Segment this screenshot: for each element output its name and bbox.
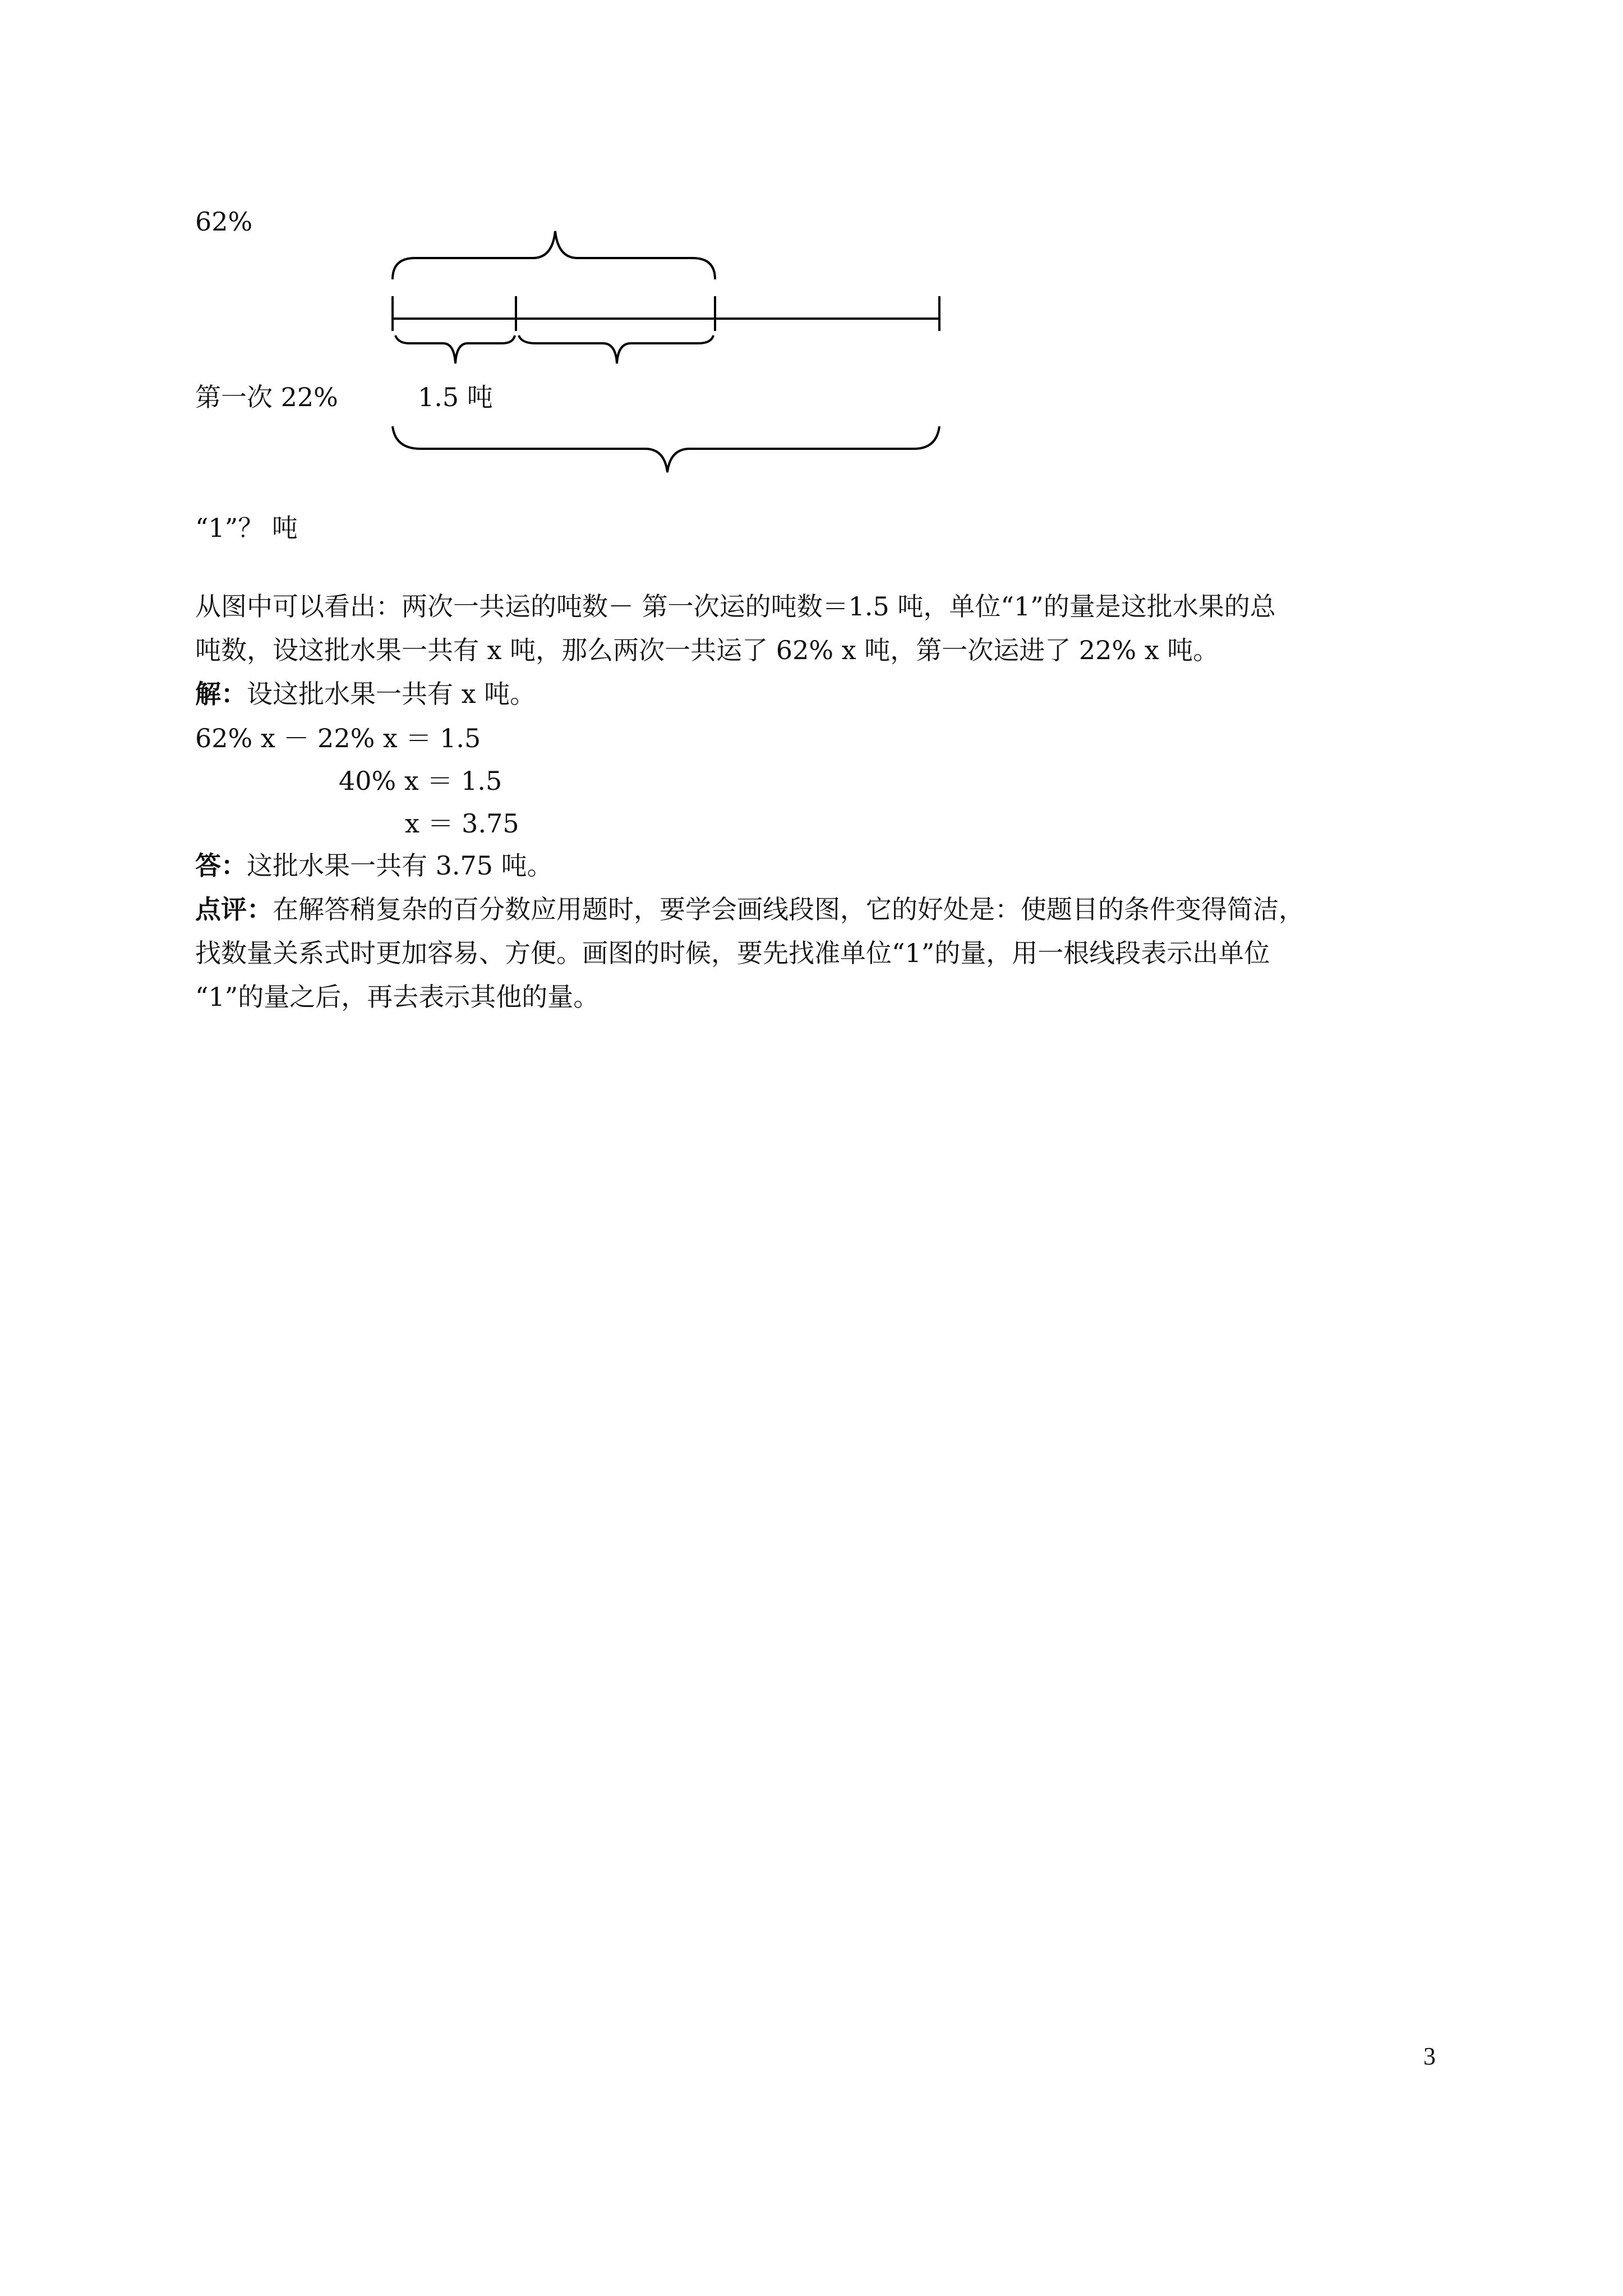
answer-text: 这批水果一共有 3.75 吨。: [247, 850, 553, 881]
comment-line: 找数量关系式时更加容易、方便。画图的时候，要先找准单位“1”的量，用一根线段表示出单位: [195, 938, 1270, 968]
solution-line: [195, 672, 1451, 716]
solution-label: 解：: [195, 679, 247, 709]
equation-3: x ＝ 3.75: [405, 808, 519, 839]
explanation-line: 从图中可以看出：两次一共运的吨数－ 第一次运的吨数＝1.5 吨，单位“1”的量是这批水果的总: [195, 591, 1276, 622]
line-segment-diagram: [0, 0, 1623, 505]
explanation-paragraph: [195, 585, 1451, 716]
answer-label: 答：: [195, 850, 247, 881]
comment-text: 在解答稍复杂的百分数应用题时，要学会画线段图，它的好处是：使题目的条件变得简洁，: [273, 894, 1304, 924]
brace-unit-whole: [393, 426, 939, 472]
page-number: 3: [1423, 2042, 1436, 2070]
equation-1: 62% x － 22% x ＝ 1.5: [195, 723, 481, 753]
label-62-percent: 62%: [195, 206, 253, 237]
label-first-22-percent: 第一次 22%: [195, 382, 338, 412]
label-difference-tons: 1.5 吨: [418, 382, 493, 412]
brace-62-percent: [393, 231, 715, 279]
comment-line: “1”的量之后，再去表示其他的量。: [195, 982, 600, 1012]
label-unit-one: “1”？ 吨: [195, 513, 298, 543]
explanation-line: 吨数，设这批水果一共有 x 吨，那么两次一共运了 62% x 吨，第一次运进了 22% x 吨。: [195, 635, 1219, 665]
answer-and-comment: [195, 844, 1451, 1019]
comment-line: [195, 887, 1451, 931]
brace-first-22: [395, 335, 515, 364]
comment-label: 点评：: [195, 894, 273, 924]
solution-text: 设这批水果一共有 x 吨。: [247, 679, 536, 709]
answer-line: [195, 844, 1451, 887]
equation-2: 40% x ＝ 1.5: [339, 766, 502, 796]
brace-difference: [519, 335, 713, 364]
